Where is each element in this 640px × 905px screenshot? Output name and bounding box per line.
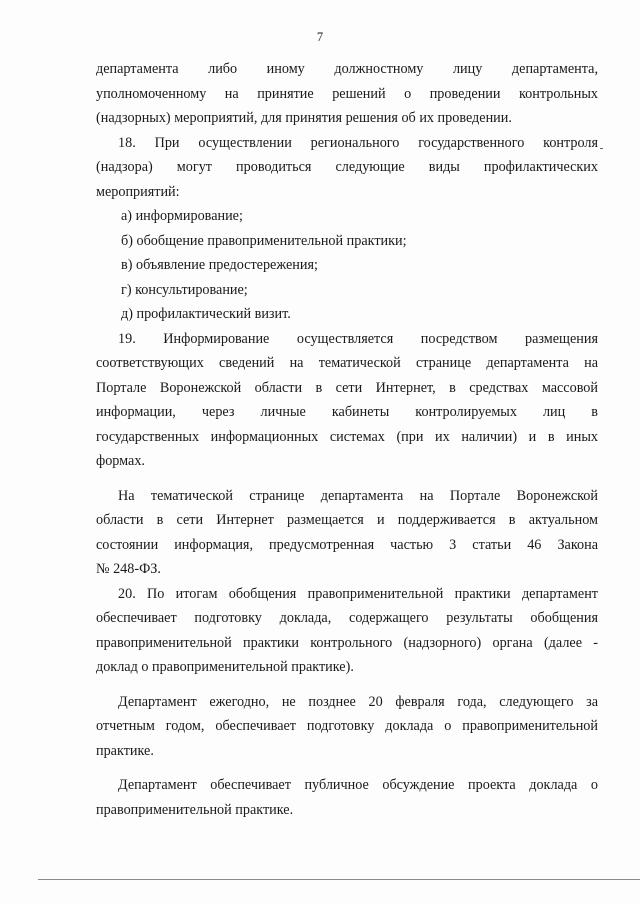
text-line: Департамент ежегодно, не позднее 20 февраля года, следующего за — [118, 693, 598, 710]
text-line: 19. Информирование осуществляется посредством размещения — [118, 330, 598, 347]
paragraph-gap — [96, 474, 598, 484]
paragraph-gap — [96, 680, 598, 690]
text-line: б) обобщение правоприменительной практики; — [121, 232, 407, 249]
text-line: формах. — [96, 453, 145, 469]
text-line: обеспечивает подготовку доклада, содержащего результаты обобщения — [96, 610, 598, 626]
text-line: уполномоченному на принятие решений о проведении контрольных — [96, 85, 598, 102]
text-line: области в сети Интернет размещается и поддерживается в актуальном — [96, 512, 598, 528]
text-line: а) информирование; — [121, 208, 243, 224]
paragraph-gap — [96, 763, 598, 773]
document-body — [96, 57, 598, 822]
text-line: Департамент обеспечивает публичное обсуждение проекта доклада о — [118, 777, 598, 793]
text-line: г) консультирование; — [121, 281, 248, 298]
text-line: государственных информационных системах (при их наличии) и в иных — [96, 428, 598, 445]
footer-rule — [38, 879, 640, 880]
text-line: д) профилактический визит. — [121, 306, 291, 322]
text-line: соответствующих сведений на тематической странице департамента на — [96, 355, 598, 371]
text-line: На тематической странице департамента на Портале Воронежской — [118, 487, 598, 504]
text-line: доклад о правоприменительной практике). — [96, 659, 354, 675]
text-line: практике. — [96, 742, 154, 759]
page-number: 7 — [316, 30, 324, 44]
text-line: правоприменительной практики контрольного (надзорного) органа (далее - — [96, 634, 598, 651]
text-line: № 248-ФЗ. — [96, 561, 161, 577]
scan-mark — [600, 148, 603, 149]
text-line: отчетным годом, обеспечивает подготовку доклада о правоприменительной — [96, 718, 598, 734]
text-line: департамента либо иному должностному лицу департамента, — [96, 61, 598, 77]
text-line: правоприменительной практике. — [96, 801, 294, 818]
text-line: (надзора) могут проводиться следующие виды профилактических — [96, 159, 598, 175]
text-line: мероприятий: — [96, 183, 180, 200]
text-line: Портале Воронежской области в сети Интернет, в средствах массовой — [96, 379, 598, 396]
text-line: 18. При осуществлении регионального государственного контроля — [118, 134, 598, 151]
text-line: информации, через личные кабинеты контролируемых лиц в — [96, 404, 598, 420]
text-line: состоянии информация, предусмотренная частью 3 статьи 46 Закона — [96, 536, 598, 553]
text-line: 20. По итогам обобщения правоприменительной практики департамент — [118, 585, 598, 602]
text-line: в) объявление предостережения; — [121, 257, 318, 273]
text-line: (надзорных) мероприятий, для принятия решения об их проведении. — [96, 110, 512, 126]
